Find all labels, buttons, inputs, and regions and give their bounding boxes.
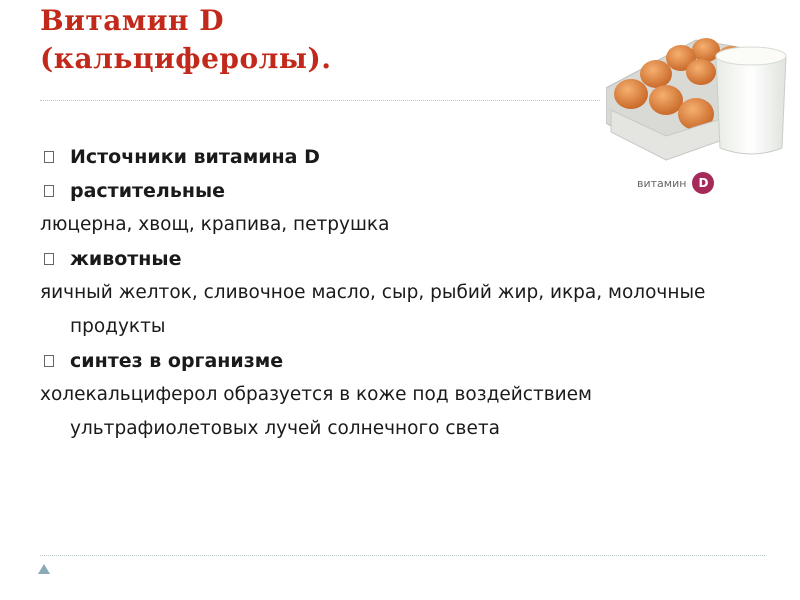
bullet-marker-icon xyxy=(44,253,54,265)
bullet-marker-icon xyxy=(44,151,54,163)
divider-top xyxy=(40,100,600,101)
title-line-2: (кальциферолы). xyxy=(40,42,332,75)
title-line-1: Витамин D xyxy=(40,4,225,37)
vitamin-tag-text: витамин xyxy=(637,176,687,190)
bullet-synthesis: синтез в организме xyxy=(40,344,730,378)
bullet-marker-icon xyxy=(44,355,54,367)
bullet-animal: животные xyxy=(40,242,730,276)
bullet-sources: Источники витамина D xyxy=(40,140,730,174)
content-list xyxy=(40,140,730,446)
vitamin-d-badge: D xyxy=(692,172,714,194)
divider-bottom xyxy=(40,555,765,556)
animal-sources-text: яичный желток, сливочное масло, сыр, рыбий жир, икра, молочные продукты xyxy=(40,282,706,337)
plant-sources-text: люцерна, хвощ, крапива, петрушка xyxy=(40,214,390,235)
triangle-icon xyxy=(38,564,50,574)
bullet-plant: растительные xyxy=(40,174,730,208)
synthesis-text: холекальциферол образуется в коже под воздействием ультрафиолетовых лучей солнечного света xyxy=(40,384,592,439)
slide-title xyxy=(40,2,331,78)
bullet-marker-icon xyxy=(44,185,54,197)
